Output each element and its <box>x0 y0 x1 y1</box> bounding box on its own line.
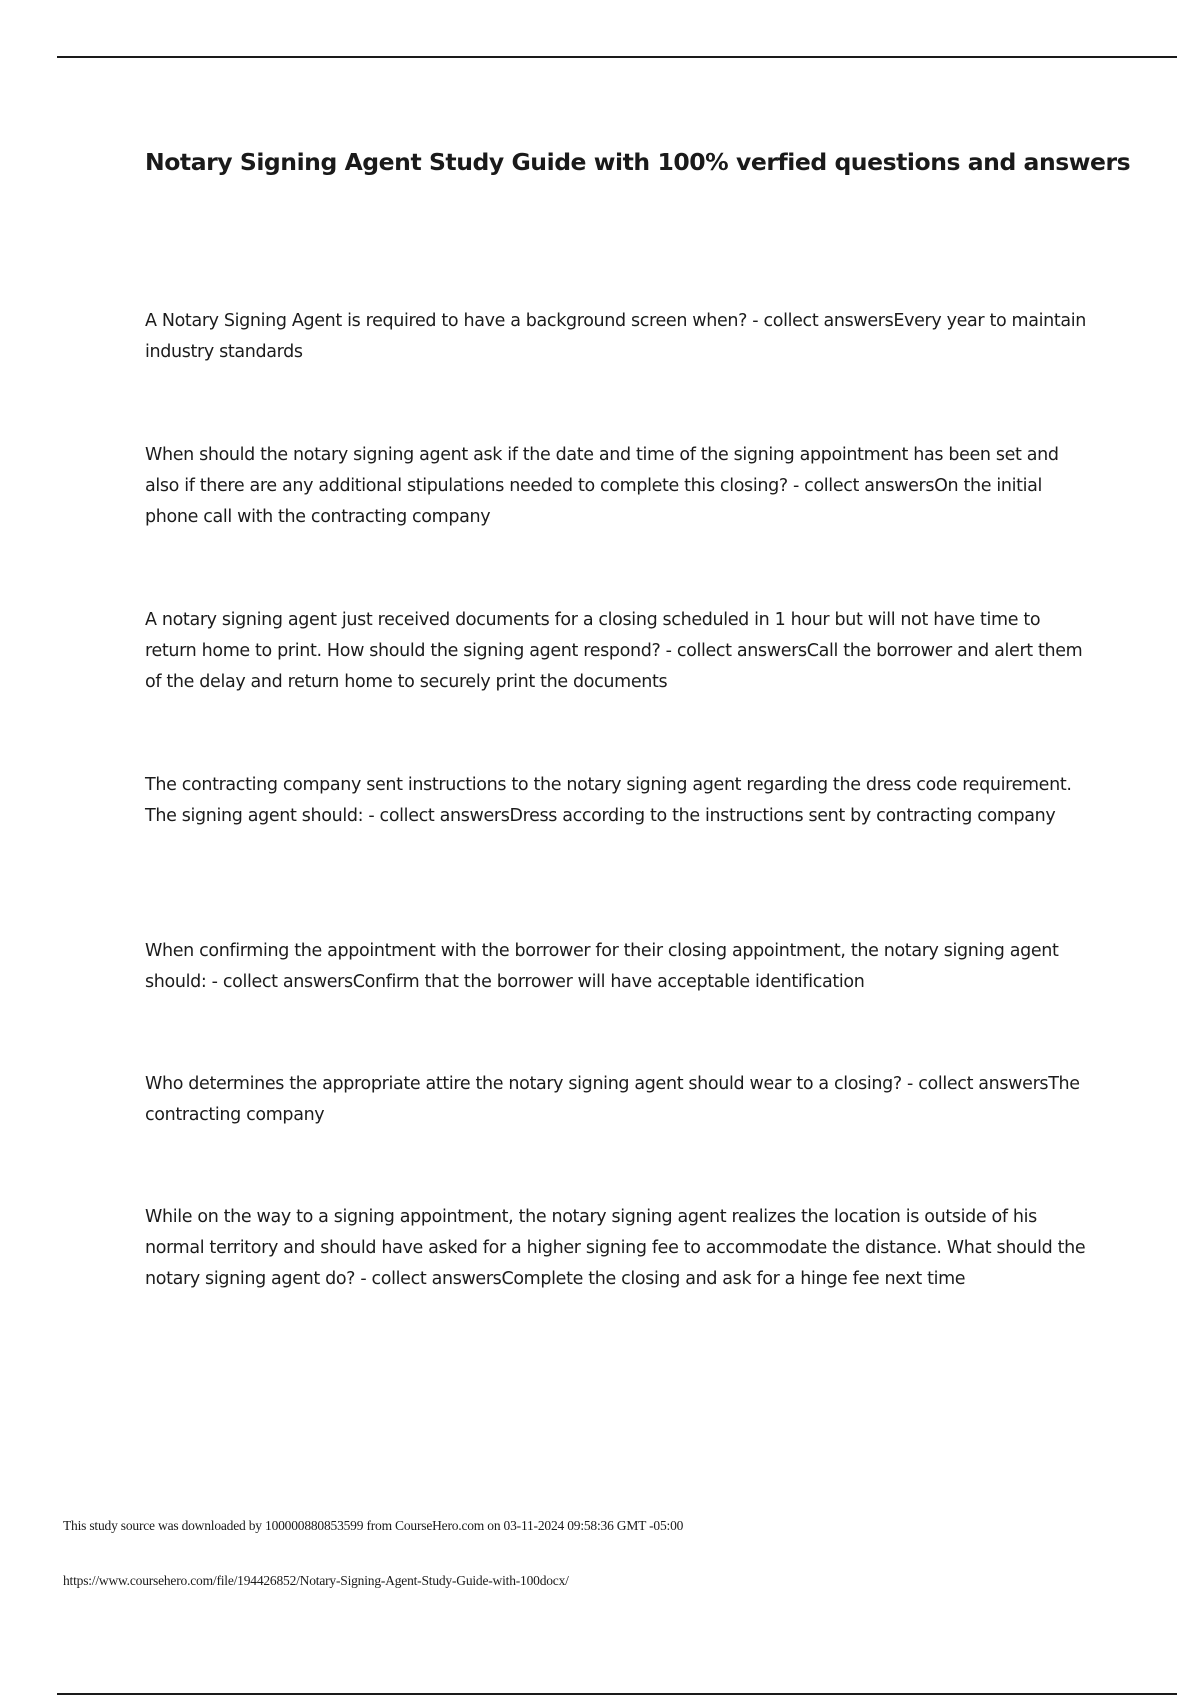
qa-answer: Confirm that the borrower will have acceptable identification <box>352 972 865 992</box>
qa-answer: On the initial phone call with the contracting company <box>145 476 1043 527</box>
qa-entry-2 <box>145 440 1093 533</box>
qa-question: When confirming the appointment with the borrower for their closing appointment, the notary signing agent should: - collect answers <box>145 941 1059 992</box>
bottom-rule <box>57 1693 1177 1695</box>
qa-answer: Every year to maintain industry standards <box>145 311 1087 362</box>
qa-entry-4 <box>145 770 1093 832</box>
qa-question: Who determines the appropriate attire the notary signing agent should wear to a closing? - collect answers <box>145 1074 1049 1094</box>
qa-question: While on the way to a signing appointment, the notary signing agent realizes the location is outside of his normal territory and should have asked for a higher signing fee to accommodate the distance. What should the notary signing agent do? - collect answers <box>145 1207 1086 1289</box>
download-note: This study source was downloaded by 100000880853599 from CourseHero.com on 03-11-2024 09:58:36 GMT -05:00 <box>63 1518 684 1533</box>
qa-entry-5 <box>145 936 1093 998</box>
qa-question: A notary signing agent just received documents for a closing scheduled in 1 hour but will not have time to return home to print. How should the signing agent respond? - collect answers <box>145 610 1041 661</box>
qa-question: When should the notary signing agent ask if the date and time of the signing appointment has been set and also if there are any additional stipulations needed to complete this closing? - collect answers <box>145 445 1059 496</box>
qa-entry-3 <box>145 605 1093 698</box>
qa-answer: Complete the closing and ask for a hinge fee next time <box>501 1269 966 1289</box>
qa-entry-6 <box>145 1069 1093 1131</box>
qa-question: A Notary Signing Agent is required to have a background screen when? - collect answers <box>145 311 894 331</box>
qa-answer: Dress according to the instructions sent by contracting company <box>509 806 1056 826</box>
qa-entry-7 <box>145 1202 1093 1295</box>
source-url: https://www.coursehero.com/file/194426852/Notary-Signing-Agent-Study-Guide-with-100docx/ <box>63 1573 569 1588</box>
document-title: Notary Signing Agent Study Guide with 100% verfied questions and answers <box>145 148 1131 176</box>
qa-entry-1 <box>145 306 1093 368</box>
qa-answer: Call the borrower and alert them of the delay and return home to securely print the documents <box>145 641 1083 692</box>
qa-question: The contracting company sent instructions to the notary signing agent regarding the dress code requirement. The signing agent should: - collect answers <box>145 775 1072 826</box>
top-rule <box>57 56 1177 58</box>
qa-answer: The contracting company <box>145 1074 1080 1125</box>
